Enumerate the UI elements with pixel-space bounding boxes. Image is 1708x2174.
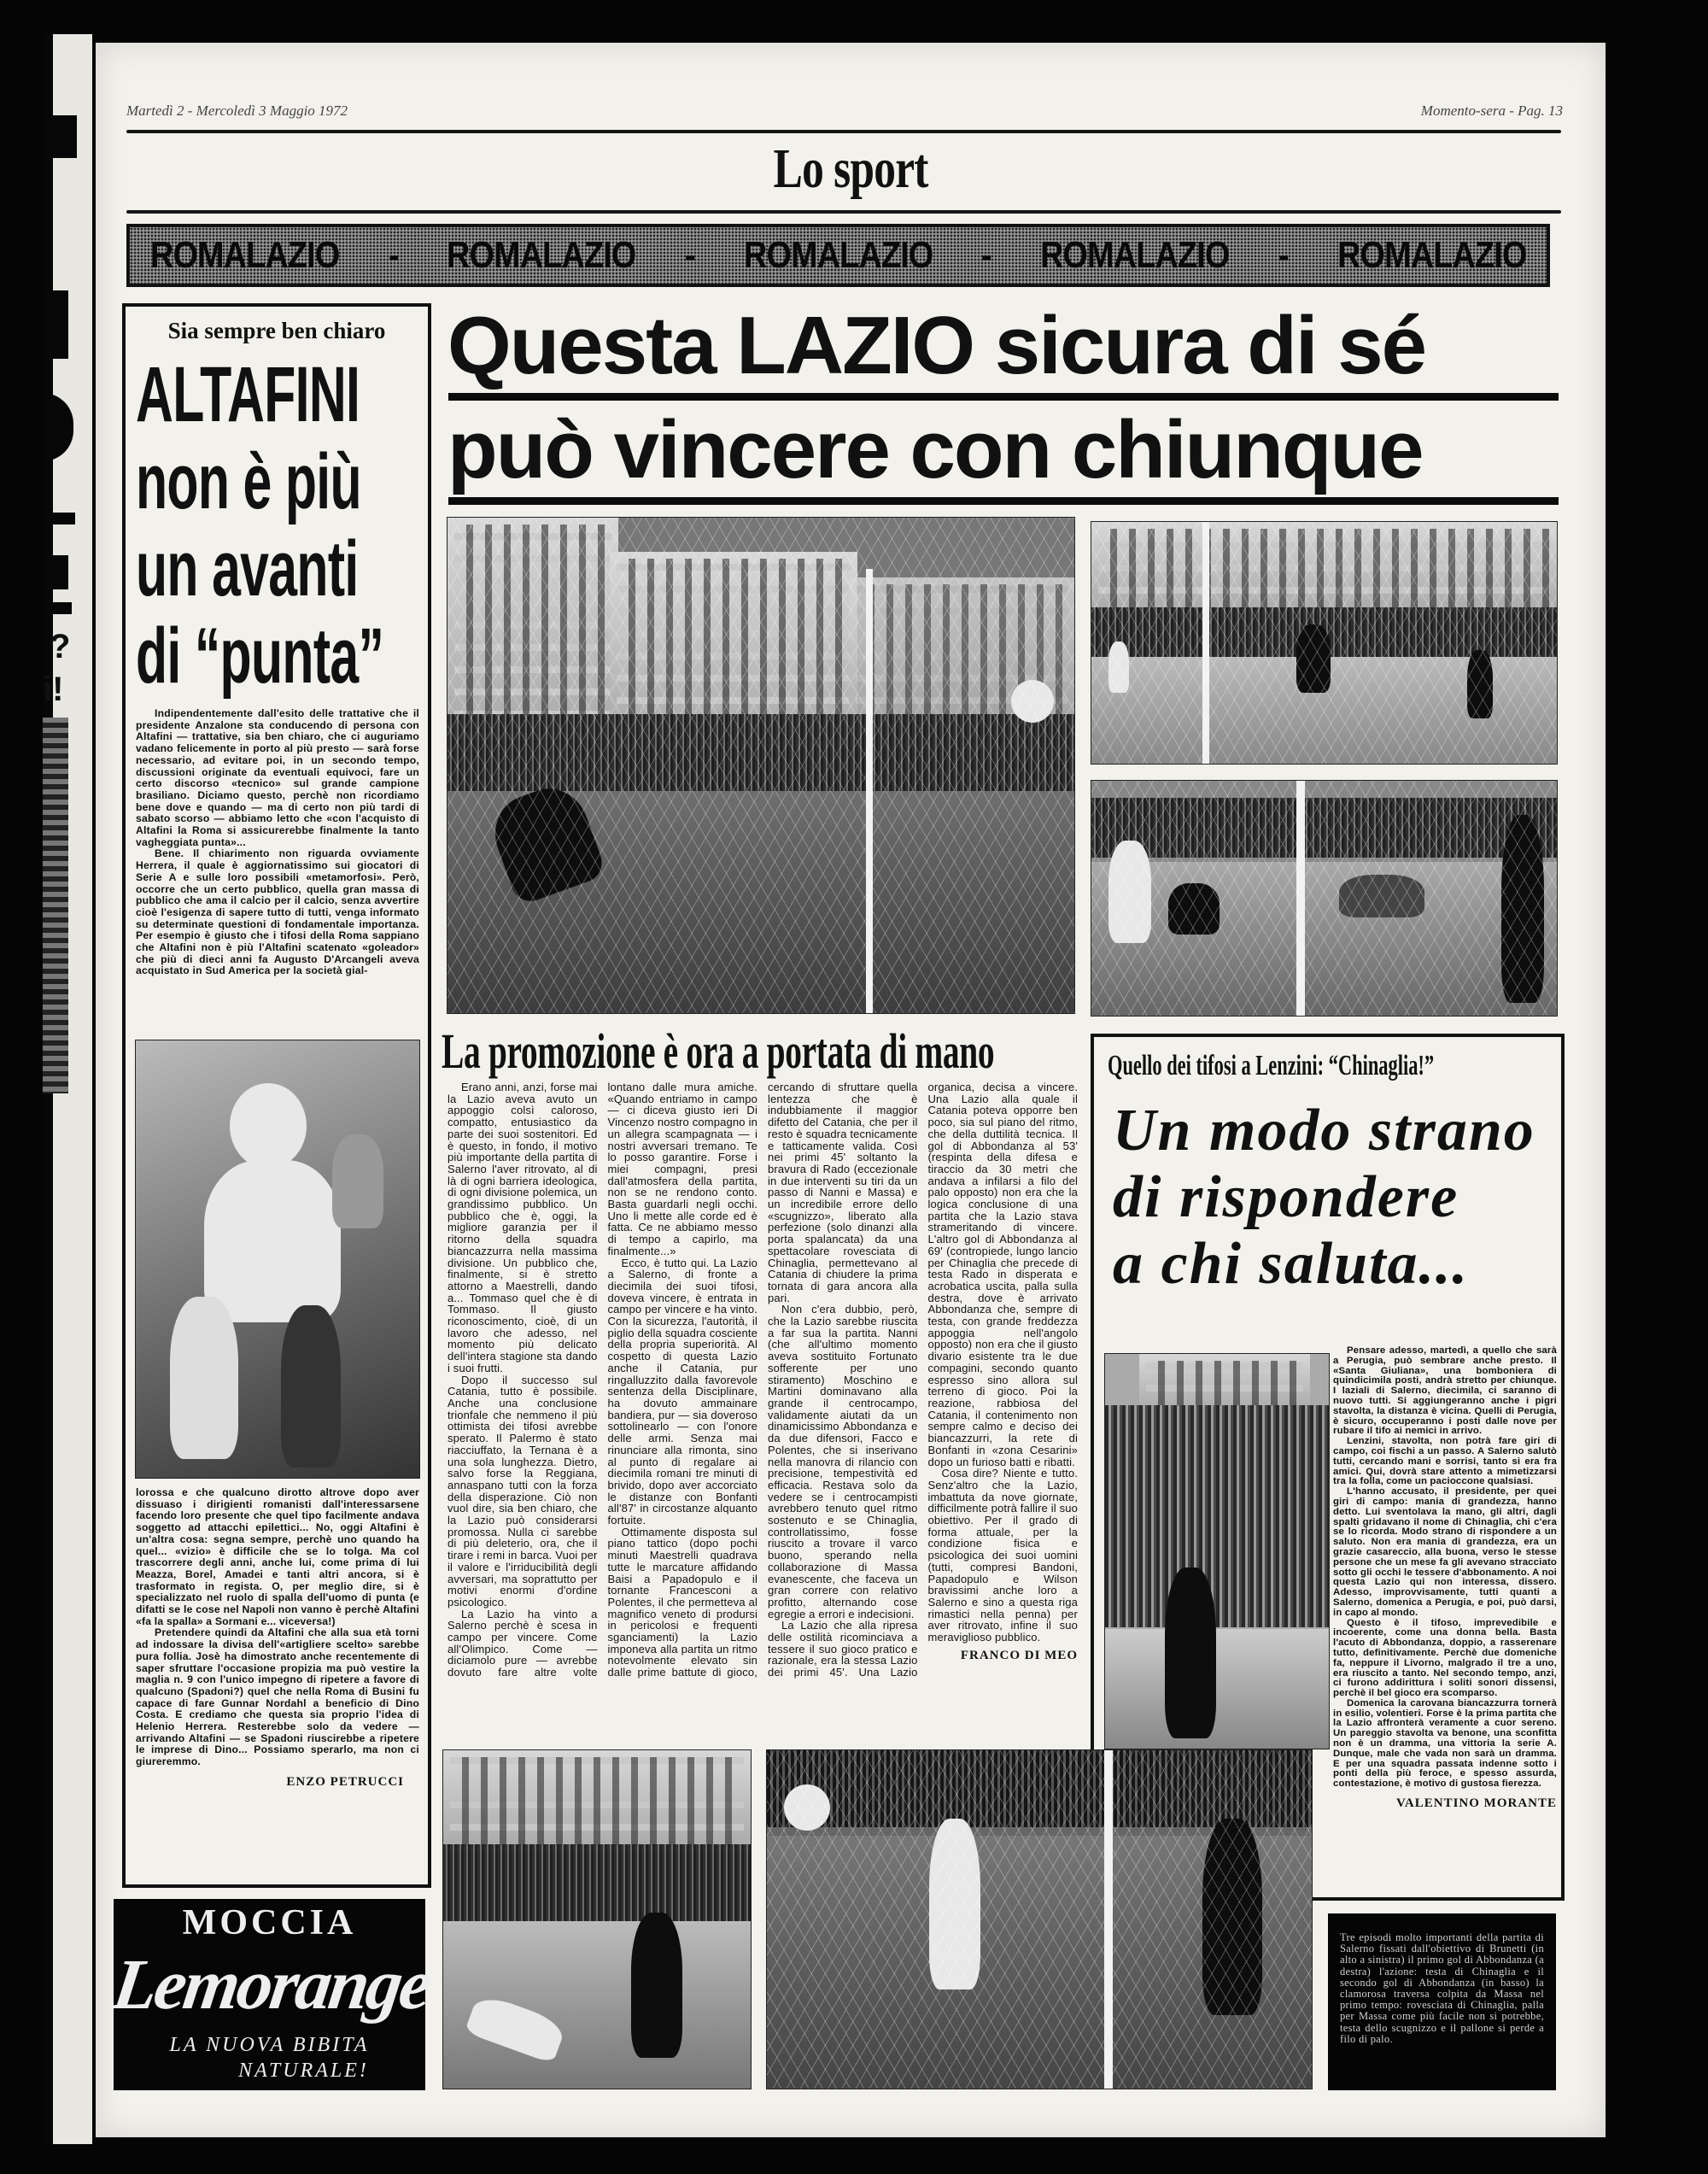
newspaper-page: [96, 43, 1606, 2137]
section-title: Lo sport: [773, 138, 928, 200]
altafini-article: [122, 303, 431, 1888]
issue-date: Martedì 2 - Mercoledì 3 Maggio 1972: [126, 103, 348, 119]
byline: FRANCO DI MEO: [960, 1648, 1078, 1662]
article-headline: La promozione è ora a portata di mano: [442, 1023, 995, 1079]
byline: VALENTINO MORANTE: [1396, 1796, 1557, 1811]
adjacent-page-fragment: ?: [50, 628, 71, 665]
adjacent-page-edge: [43, 34, 92, 2144]
ad-tagline: LA NUOVA BIBITA: [169, 2034, 370, 2056]
article-headline-line: a chi saluta...: [1113, 1231, 1470, 1297]
photo-first-goal: [1091, 521, 1558, 765]
photo-crossbar-shot: [766, 1749, 1313, 2089]
ad-product-logo: Lemorange: [108, 1945, 436, 2025]
article-body-top: Indipendentemente dall'esito delle trattative che il presidente Anzalone sta conducendo di persona con Altafini — trattative, sia ben chiaro, che ci auguriamo vadano felicemente in porto al più presto — sarà forse necessario, ad evitare poi, in un secondo tempo, discussioni originate da eventuali equivoci, fare un certo discorso «tecnico» sul grande campione brasiliano. Diciamo questo, perchè non ricordiamo bene dove e quando — ma di certo non più tardi di sabato scorso — abbiamo letto che «con l'acquisto di Altafini la Roma si assicurerebbe finalmente la tanto vagheggiata punta»... Bene. Il chiarimento non riguarda ovviamente Herrera, il quale è aggiornatissimo sui giocatori di Serie A e sulle loro possibili «metamorfosi». Però, occorre che un certo pubblico, quella gran massa di pubblico che ama il calcio per il calcio, senza avvertire cioè l'esigenza di sapere tutto di tutti, venga informato su determinate questioni di fondamentale importanza. Per esempio è giusto che i tifosi della Roma sappiano che Altafini non è più l'Altafini scatenato «goleador» che più di dieci anni fa Augusto D'Arcangeli aveva acquistato in Sud America per la società gial-: [136, 707, 419, 977]
main-headline-line2: può vincere con chiunque: [447, 404, 1423, 495]
masthead-page-number: Momento-sera - Pag. 13: [1420, 103, 1563, 119]
ad-tagline: NATURALE!: [238, 2060, 369, 2082]
header-rule: [126, 210, 1561, 214]
byline: ENZO PETRUCCI: [286, 1774, 404, 1789]
adjacent-page-fragment: i!: [43, 671, 64, 708]
main-headline-line1: Questa LAZIO sicura di sé: [447, 300, 1426, 391]
romalazio-banner: ROMALAZIO - ROMALAZIO - ROMALAZIO - ROMALAZIO - ROMALAZIO: [126, 224, 1550, 287]
headline-rule: [448, 497, 1559, 505]
moccia-lemorange-ad: [108, 1899, 436, 2090]
article-body: Erano anni, anzi, forse mai la Lazio aveva avuto un appoggio colsì caloroso, compatto, entusiastico da parte dei suoi sostenitori. Ed è questo, in fondo, il motivo più importante della partita di Salerno l'aver ritrovato, al di là di ogni barriera ideologica, di ogni divisione polemica, un grandissimo pubblico. Un pubblico che è, oggi, la migliore garanzia per il ritorno della squadra biancazzurra nella massima divisione. Un pubblico che, finalmente, si è stretto attorno a Maestrelli, dando a... Tommaso quel che è di Tommaso. Il giusto riconoscimento, cioè, di un lavoro che adesso, nel momento più delicato dell'intera stagione sta dando i suoi frutti. Dopo il successo sul Catania, tutto è possibile. Anche una conclusione trionfale che nemmeno il più ottimista dei tifosi avrebbe sperato. Il Palermo è stato riacciuffato, la Ternana è a una sola lunghezza. Dietro, salvo forse la Reggiana, annaspano tutti con la forza della disperazione. Ciò non vuol dire, sia ben chiaro, che la Lazio può considerarsi promossa. Nulla ci sarebbe di più deleterio, ora, che il tirare i remi in barca. Vuoi per il valore e l'irriducibilità degli avversari, ma soprattutto per motivi enormi d'ordine psicologico. La Lazio ha vinto a Salerno perchè è scesa in campo per vincere. Come all'Olimpico. Come — diciamolo pure — avrebbe dovuto fare altre volte lontano dalle mura amiche. «Quando entriamo in campo — ci diceva giusto ieri Di Vincenzo nostro compagno in un allegra scampagnata — i nostri avversari tremano. Te lo posso garantire. Forse i miei compagni, presi dall'atmosfera della partita, non se ne rendono conto. Basta guardarli negli occhi. Uno li mette alle corde ed è fatta. Ce ne abbiamo messo di tempo a capirlo, ma finalmente...» Ecco, è tutto qui. La Lazio a Salerno, di fronte a diecimila dei suoi tifosi, doveva vincere, è entrata in campo per vincere e ha vinto. Con la sicurezza, l'autorità, il piglio della squadra cosciente della propria superiorità. Al cospetto di questa Lazio anche il Catania, pur ringalluzzito dalla favorevole sentenza della Disciplinare, ha dovuto ammainare bandiera, pur — sia doveroso sottolinearlo — con l'onore delle armi. Senza mai rinunciare alla rimonta, sino al punto di regalare ai diecimila romani tre minuti di brivido, dopo aver accorciato le distanze con Bonfanti all'87' in circostanze alquanto fortuite. Ottimamente disposta sul piano tattico (dopo pochi minuti Maestrelli quadrava tutte le marcature affidando Baisi a Papadopulo e il tornante Francesconi a Polentes, il che permetteva al magnifico veneto di prodursi in pericolosi e frequenti sganciamenti) la Lazio imponeva alla partita un ritmo notevolmente elevato sin dalle prime battute di gioco, cercando di sfruttare quella lentezza che è indubbiamente il maggior difetto del Catania, che per il resto è squadra tecnicamente e tatticamente valida. Così nei primi 45' soltanto la bravura di Rado (eccezionale in due interventi su tiri da un passo di Nanni e Massa) e un incredibile errore dello «scugnizzo», liberato alla perfezione (solo dinanzi alla porta spalancata) da una spettacolare rovesciata di Chinaglia, permettevano al Catania di chiudere la prima tornata di gara ancora alla pari. Non c'era dubbio, però, che la Lazio sarebbe riuscita a far sua la partita. Nanni (che all'ultimo momento aveva sostituito Fortunato sofferente per uno stiramento) Moschino e Martini dominavano alla grande il centrocampo, validamente aiutati da un dinamicissimo Abbondanza e da due difensori, Facco e Polentes, che si inserivano nella manovra di rilancio con precisione, tempestività ed efficacia. Restava solo da vedere se i centrocampisti avrebbero tenuto quel ritmo sostenuto e se Chinaglia, controllatissimo, fosse riuscito a trovare il varco buono, sperando nella collaborazione di Massa evanescente, che faceva un gran correre con relativo profitto, alternando cose egregie a errori e indecisioni. La Lazio che alla ripresa delle ostilità ricominciava a tessere il suo gioco pratico e razionale, era la stessa Lazio dei primi 45'. Una Lazio organica, decisa a vincere. Una Lazio alla quale il Catania poteva opporre ben poco, sia sul piano del ritmo, che della duttilità tecnica. Il gol di Abbondanza al 53' (respinta della difesa e tiraccio da 30 metri che andava a infilarsi a filo del palo opposto) non era che la logica conclusione di una partita che la Lazio stava strameritando di vincere. L'altro gol di Abbondanza al 69' (contropiede, lungo lancio per Chinaglia che precede di testa Rado in disperata e acrobatica uscita, palla sulla destra, dove è arrivato Abbondanza che, sempre di testa, con grande freddezza appoggia nell'angolo opposto) non era che il giusto divario esistente tra le due compagini, secondo quanto espresso sino allora sul terreno di gioco. Poi la reazione, rabbiosa del Catania, il contenimento non sempre calmo e deciso dei biancazzurri, la rete di Bonfanti in «zona Cesarini» dopo un furioso batti e ribatti. Cosa dire? Niente e tutto. Senz'altro che la Lazio, imbattuta da nove giornate, difficilmente potrà fallire il suo obiettivo. Per il grado di forma attuale, per la condizione fisica e psicologica dei suoi uomini (tutti, compresi Bandoni, Papadopulo e Wilson bravissimi anche loro a Salerno e sino a questa riga rimastici nella penna) per aver ritrovato, infine il suo meraviglioso pubblico. FRANCO DI MEO: [447, 1081, 1078, 1679]
photo-altafini: [135, 1040, 420, 1479]
article-kicker: Sia sempre ben chiaro: [167, 318, 386, 343]
article-headline: ALTAFINI non è più un avanti di “punta”: [136, 351, 384, 700]
headline-rule: [448, 393, 1559, 401]
article-body: Pensare adesso, martedì, a quello che sarà a Perugia, può sembrare anche presto. Il «Santa Giuliana», una bomboniera di quindicimila posti, andrà stretto per chiunque. I laziali di Salerno, diecimila, ci saranno di nuovo tutti. Si aggiungeranno anche i pigri stavolta, la distanza è vicina. Quelli di Perugia, è sicuro, occuperanno i posti dalle nove per rubare il tifo ai nemici in arrivo. Lenzini, stavolta, non potrà fare giri di campo, coi fischi a un passo. A Salerno salutò tutti, cercando mani e sorrisi, tanto si era fra amici. Qui, dovrà stare attento a mimetizzarsi tra la folla, come un pacioccone qualsiasi. L'hanno accusato, il presidente, per quei giri di campo: mania di grandezza, hanno detto. Lui sventolava la mano, gli altri, dagli spalti gridavano il nome di Chinaglia, chi c'era se lo ricorda. Modo strano di rispondere a un saluto. Non era mania di grandezza, era un grazie casareccio, alla buona, verso le stesse persone che un mese fa gli avevano stracciato sotto gli occhi le tessere d'abbonamento. A noi questa Lazio qui non interessa, dissero. Adesso, improvvisamente, tutti quanti a Salerno, domenica a Perugia, e poi, può darsi, in capo al mondo. Questo è il tifoso, imprevedibile e incoerente, come una donna bella. Basta l'acuto di Abbondanza, doppio, a rasserenare tutto, definitivamente. Perchè due domeniche fa, neppure il Livorno, malgrado il tre a uno, era riuscito a tanto. Nel secondo tempo, anzi, ci furono addirittura i soliti sonori dissensi, perchè il bel gioco era scomparso. Domenica la carovana biancazzurra tornerà in esilio, volentieri. Forse è la prima partita che la Lazio affronterà veramente a cuor sereno. Un pareggio stavolta va benone, una sconfitta non è un dramma, una vittoria la serie A. Dunque, male che vada non sarà un dramma. E per una squadra passata indenne sotto i ponti della più feroce, e spesso assurda, contestazione, è motivo di gustosa fierezza. VALENTINO MORANTE: [1333, 1345, 1557, 1811]
ad-brand: MOCCIA: [182, 1903, 357, 1943]
header-rule: [126, 130, 1561, 133]
article-headline-line: Un modo strano: [1113, 1098, 1535, 1163]
article-kicker: Quello dei tifosi a Lenzini: “Chinaglia!”: [1108, 1050, 1435, 1081]
photo-fans-stands: [1104, 1353, 1330, 1749]
photo-overhead-kick: [442, 1749, 752, 2089]
article-body-bottom: lorossa e che qualcuno dirotto altrove dopo aver dissuaso i dirigienti romanisti dall'interessarsene facendo loro presente che quel tipo facilmente andava soggetto ad attacchi epilettici... No, oggi Altafini è un'altra cosa: segna sempre, perchè uno quando ha quel... «vizio» è difficile che se lo tolga. Ma col trascorrere degli anni, anche lui, come prima di lui Meazza, Borel, Amadei e tanti altri ancora, si è trasformato in regista. O, per meglio dire, si è specializzato nel ruolo di spalla dell'uomo di punta (e difatti se le cose nel Napoli non vanno è perchè Altafini «fa la spalla» a Sormani e... viceversa!) Pretendere quindi da Altafini che alla sua età torni ad indossare la divisa dell'«artigliere scelto» sarebbe pura follia. Josè ha dimostrato anche recentemente di saper sfruttare l'occasione propizia ma può vestire la maglia n. 9 con l'unico impegno di ripetere a favore di qualcuno (Spadoni?) quel che nella Roma di Busini fu capace di fare Gunnar Nordahl a beneficio di Dino Costa. E crediamo che questa sia proprio l'idea di Helenio Herrera. Resterebbe solo da vedere — arrivando Altafini — se Spadoni riuscirebbe a ripetere le imprese di Dino... Possiamo sperarlo, ma non ci giureremmo. ENZO PETRUCCI: [136, 1486, 419, 1789]
photo-goal-action: [447, 517, 1075, 1014]
article-headline-line: di rispondere: [1113, 1164, 1459, 1230]
photo-second-goal: [1091, 780, 1558, 1017]
photo-caption: Tre episodi molto importanti della partita di Salerno fissati dall'obiettivo di Brunetti (in alto a sinistra) il primo gol di Abbondanza (a destra) l'azione: testa di Chinaglia e il secondo gol di Abbondanza (in basso) la clamorosa traversa colpita da Massa nel primo tempo: rovesciata di Chinaglia, palla per Massa come più facile non si potrebbe, testa dello scugnizzo e il pallone si perde a filo di palo.: [1328, 1913, 1556, 2090]
